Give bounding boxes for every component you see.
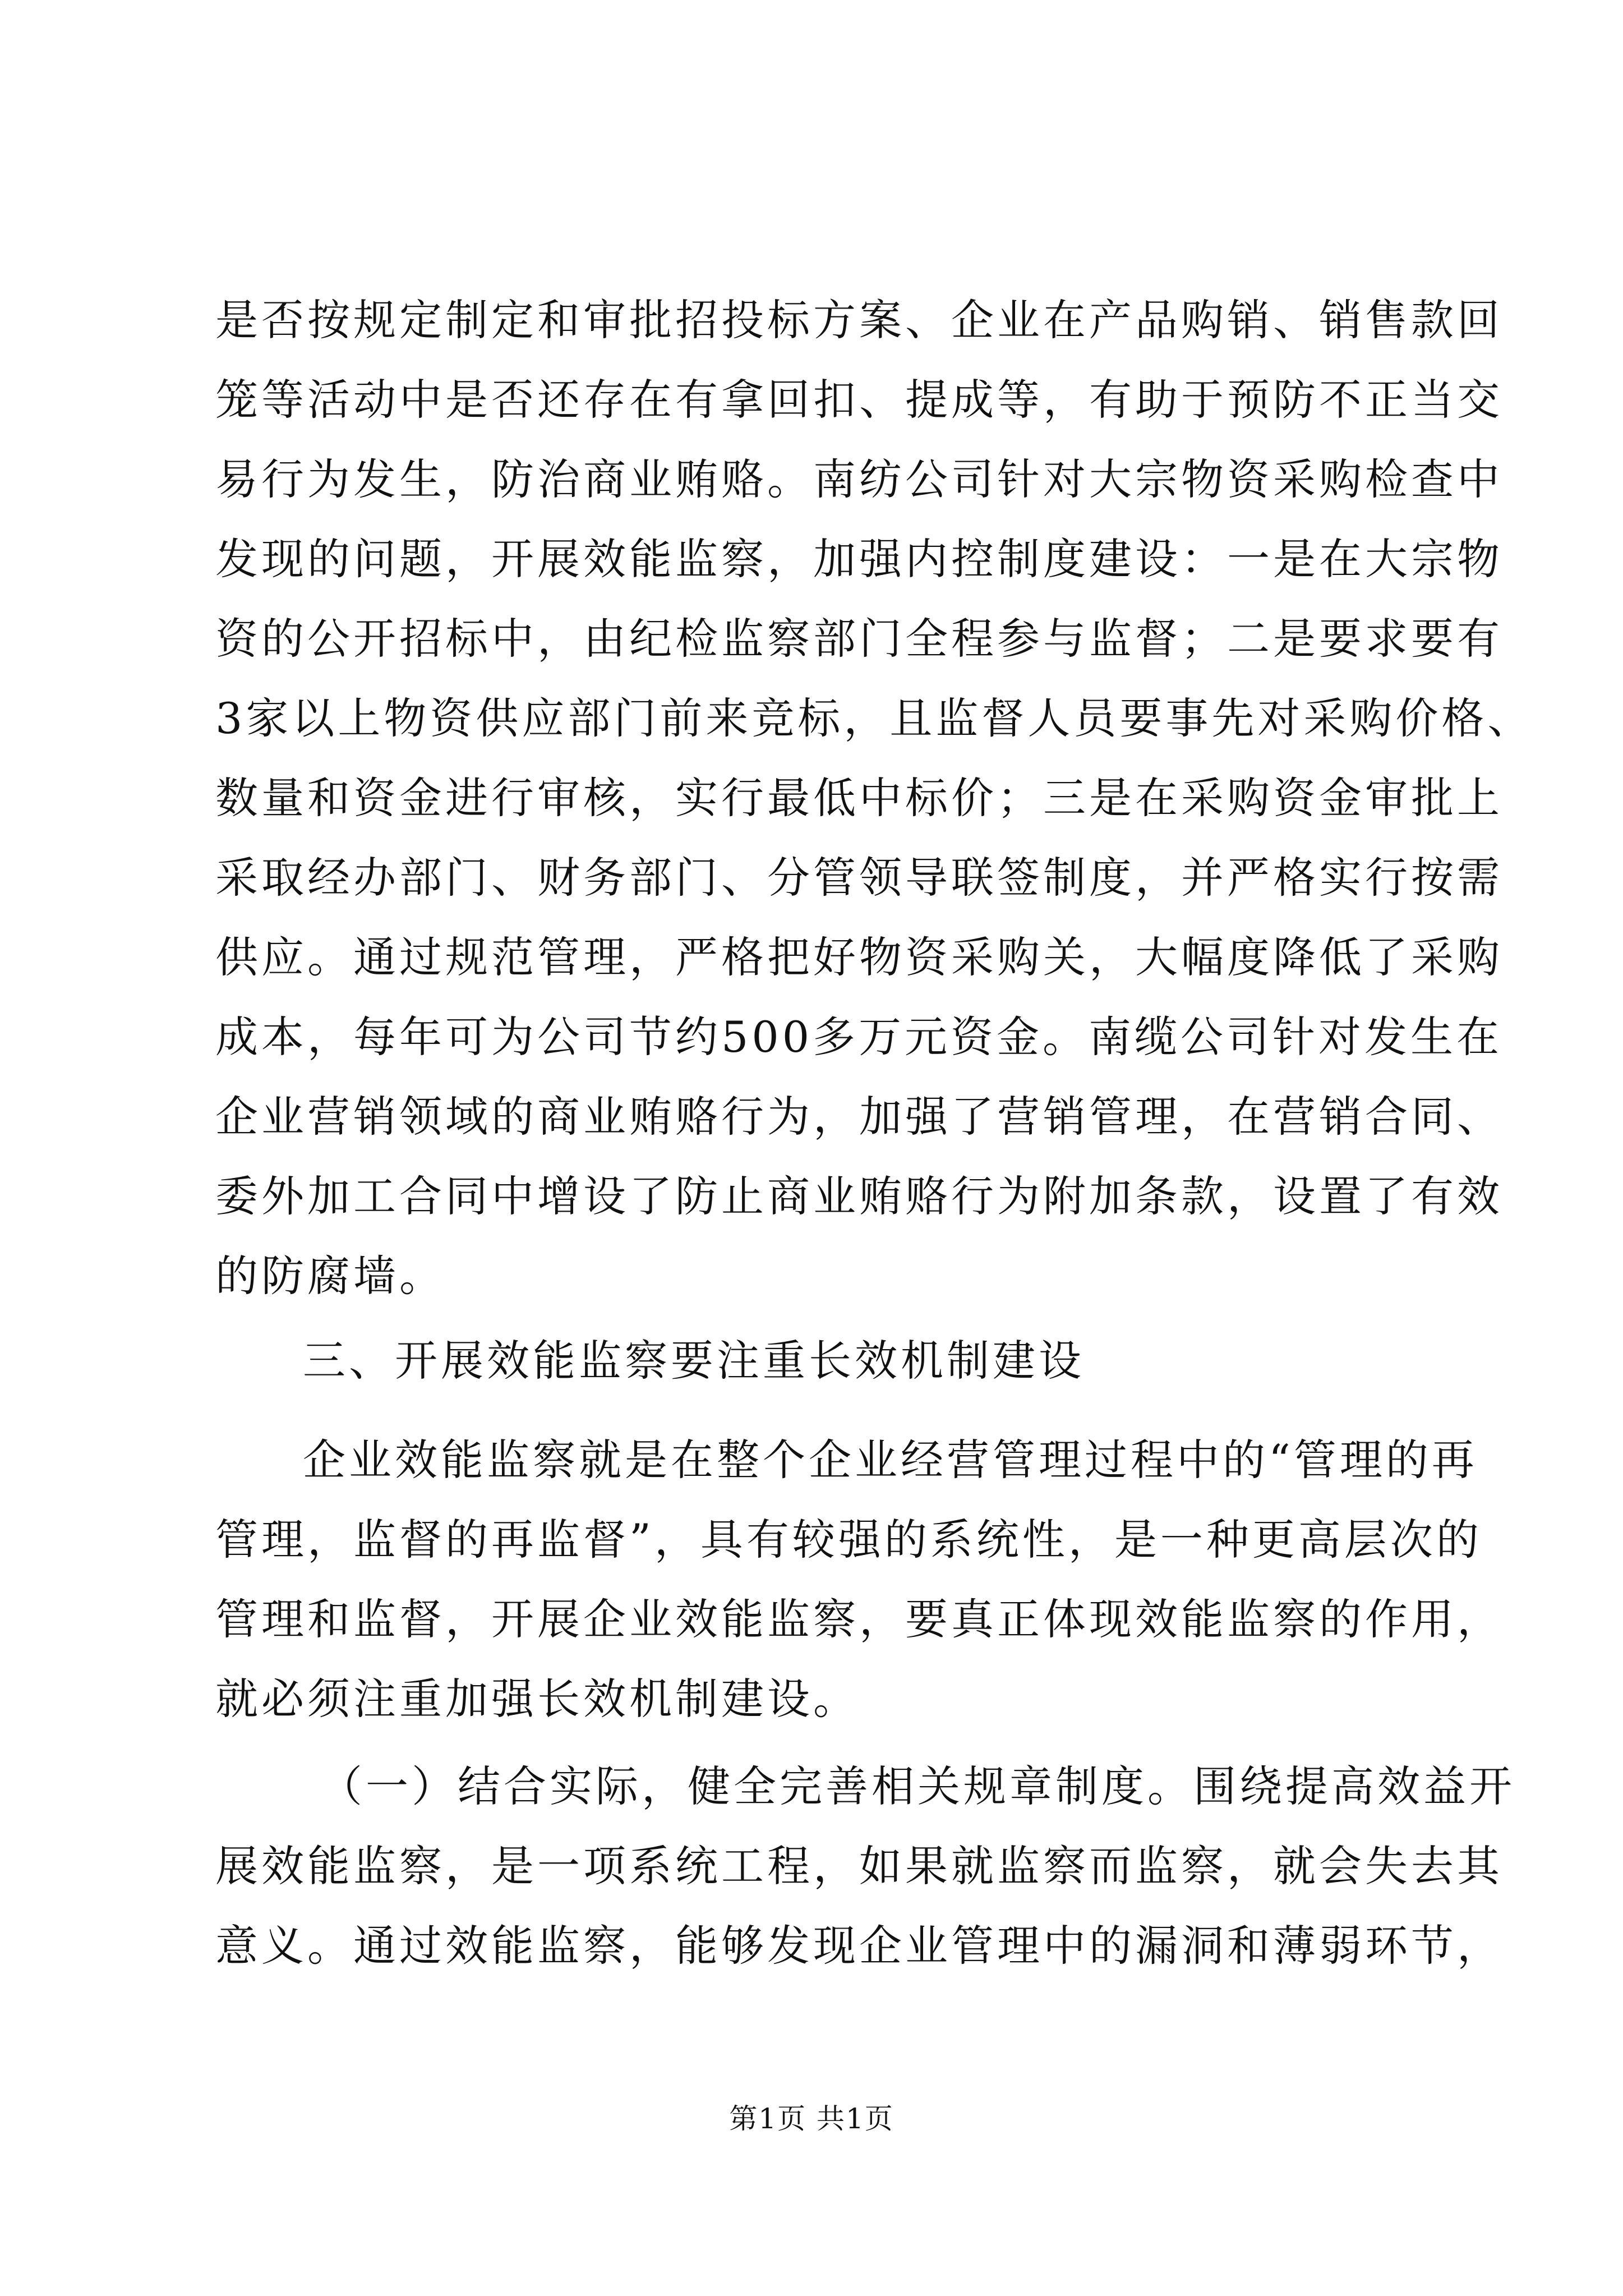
text-line: 企业营销领域的商业贿赂行为，加强了营销管理，在营销合同、: [215, 1092, 1503, 1142]
text-line: 数量和资金进行审核，实行最低中标价；三是在采购资金审批上: [215, 773, 1503, 823]
text-line: 采取经办部门、财务部门、分管领导联签制度，并严格实行按需: [215, 853, 1503, 903]
text-line: 是否按规定制定和审批招投标方案、企业在产品购销、销售款回: [215, 295, 1503, 345]
text-line: （一）结合实际，健全完善相关规章制度。围绕提高效益开: [320, 1761, 1515, 1811]
text-line: 展效能监察，是一项系统工程，如果就监察而监察，就会失去其: [215, 1841, 1503, 1891]
paragraph-efficiency-supervision: [215, 1420, 1503, 1739]
text-line: 就必须注重加强长效机制建设。: [215, 1674, 859, 1724]
text-line: 企业效能监察就是在整个企业经营管理过程中的“管理的再: [303, 1435, 1478, 1485]
section-heading: 三、开展效能监察要注重长效机制建设: [303, 1336, 1085, 1386]
text-line: 3家以上物资供应部门前来竞标，且监督人员要事先对采购价格、: [215, 693, 1534, 743]
text-line: 发现的问题，开展效能监察，加强内控制度建设：一是在大宗物: [215, 534, 1503, 584]
text-line: 成本，每年可为公司节约500多万元资金。南缆公司针对发生在: [215, 1012, 1503, 1062]
text-line: 意义。通过效能监察，能够发现企业管理中的漏洞和薄弱环节，: [215, 1921, 1503, 1971]
text-line: 易行为发生，防治商业贿赂。南纺公司针对大宗物资采购检查中: [215, 454, 1503, 504]
text-line: 笼等活动中是否还存在有拿回扣、提成等，有助于预防不正当交: [215, 375, 1503, 425]
text-line: 供应。通过规范管理，严格把好物资采购关，大幅度降低了采购: [215, 932, 1503, 982]
paragraph-procurement: [215, 280, 1534, 1316]
paragraph-rules-and-regulations: [215, 1747, 1515, 1986]
text-line: 管理，监督的再监督”，具有较强的系统性，是一种更高层次的: [215, 1515, 1482, 1565]
text-line: 资的公开招标中，由纪检监察部门全程参与监督；二是要求要有: [215, 614, 1503, 664]
text-line: 管理和监督，开展企业效能监察，要真正体现效能监察的作用，: [215, 1594, 1503, 1644]
text-line: 的防腐墙。: [215, 1251, 445, 1301]
text-line: 委外加工合同中增设了防止商业贿赂行为附加条款，设置了有效: [215, 1171, 1503, 1221]
page-footer: 第1页 共1页: [729, 2102, 894, 2135]
